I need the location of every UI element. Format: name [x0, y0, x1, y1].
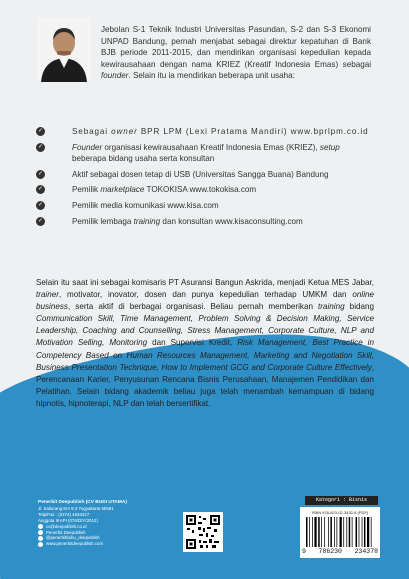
author-photo — [37, 18, 91, 82]
instagram-icon — [38, 536, 43, 541]
category-label: Kategori : Bisnis — [305, 496, 378, 505]
bio-founder-emphasis: founder — [101, 71, 129, 81]
list-item: ✓ Pemilik media komunikasi www.kisa.com — [37, 200, 219, 210]
check-circle-icon: ✓ — [37, 201, 44, 208]
publisher-ikapi: Anggota IKAPI (076/DIY/2012) — [38, 517, 98, 523]
publisher-instagram: @penerbitbuku_deepublish — [38, 535, 178, 541]
list-item: ✓ Sebagai owner BPR LPM (Lexi Pratama Mandiri) www.bprlpm.co.id — [37, 127, 369, 136]
publisher-address: Jl. Kaliurang Km 9,3 Yogyakarta 55581 — [38, 505, 114, 511]
list-item: ✓ Aktif sebagai dosen tetap di USB (Universitas Sangga Buana) Bandung — [37, 169, 329, 179]
list-item: ✓ Pemilik lembaga training dan konsultan www.kisaconsulting.com — [37, 216, 303, 226]
facebook-icon — [38, 530, 43, 535]
list-item: ✓ Pemilik marketplace TOKOKISA www.tokokisa.com — [37, 185, 257, 195]
author-bio — [101, 24, 371, 82]
barcode-bars — [306, 517, 376, 547]
achievements-paragraph: Selain itu saat ini sebagai komisaris PT Asuransi Bangun Askrida, menjadi Ketua MES Jabar, trainer, motivator, inovator, dosen dan punya kepedulian terhadap UMKM dan online business, serta aktif di berbagai organisasi. Beliau pernah memberikan training bidang Communication Skill, Time Management, Problem Solving & Decision Making, Service Leadership, Coaching and Counselling, Stress Management, Corporate Culture, NLP and Motivation Selling, Monitoring dan Supervisi Kredit, Risk Management, Best Practice in Competency Based on Human Resources Management, Marketing and Negotiation Skill, Business Presentation Technique, How to Implement GCG and Corporate Culture Effectively, Perencanaan Karier, Penyusunan Rencana Bisnis Perusahaan, Manajemen Pendidikan dan Pelatihan. Selain bidang akademik beliau juga telah menambah kemampuan di bidang hipnotis, hipnoterapi, NLP dan telah bersertifikat. — [36, 278, 374, 408]
bio-intro-end: . Selain itu ia mendirikan beberapa unit usaha: — [128, 71, 295, 81]
publisher-info — [38, 500, 178, 547]
check-circle-icon: ✓ — [37, 217, 44, 224]
business-unit-list — [36, 126, 376, 231]
publisher-email: cs@deepublish.co.id — [38, 524, 178, 530]
bio-intro: Jebolan S-1 Teknik Industri Universitas Pasundan, S-2 dan S-3 Ekonomi UNPAD Bandung, pernah menjabat sebagai direktur kepatuhan di Bank BJB periode 2011-2015, dan mendirikan organisasi kepedulian kepada kewirausahaan dengan nama KRIEZ (Kreatif Indonesia Emas) sebagai — [101, 25, 371, 69]
list-item: ✓ Founder organisasi kewirausahaan Kreatif Indonesia Emas (KRIEZ), setup beberapa bidang usaha serta konsultan — [37, 142, 340, 164]
qr-code — [183, 512, 223, 552]
globe-icon — [38, 542, 43, 547]
email-icon — [38, 524, 43, 529]
publisher-name: Penerbit Deepublish (CV BUDI UTAMA) — [38, 500, 127, 505]
isbn-barcode — [300, 507, 380, 558]
isbn-text: ISBN 978-623-02-3432-8 (PDF) — [311, 510, 369, 515]
publisher-website: www.penerbitdeepublish.com — [38, 541, 178, 547]
check-circle-icon: ✓ — [37, 128, 44, 134]
publisher-facebook: Penerbit Deepublish — [38, 530, 178, 536]
check-circle-icon: ✓ — [37, 143, 44, 150]
check-circle-icon: ✓ — [37, 186, 44, 193]
check-circle-icon: ✓ — [37, 170, 44, 177]
barcode-digits: 9 786230 234378 — [302, 548, 378, 555]
publisher-phone: Telp/Fax : (0274) 4533427 — [38, 511, 90, 517]
